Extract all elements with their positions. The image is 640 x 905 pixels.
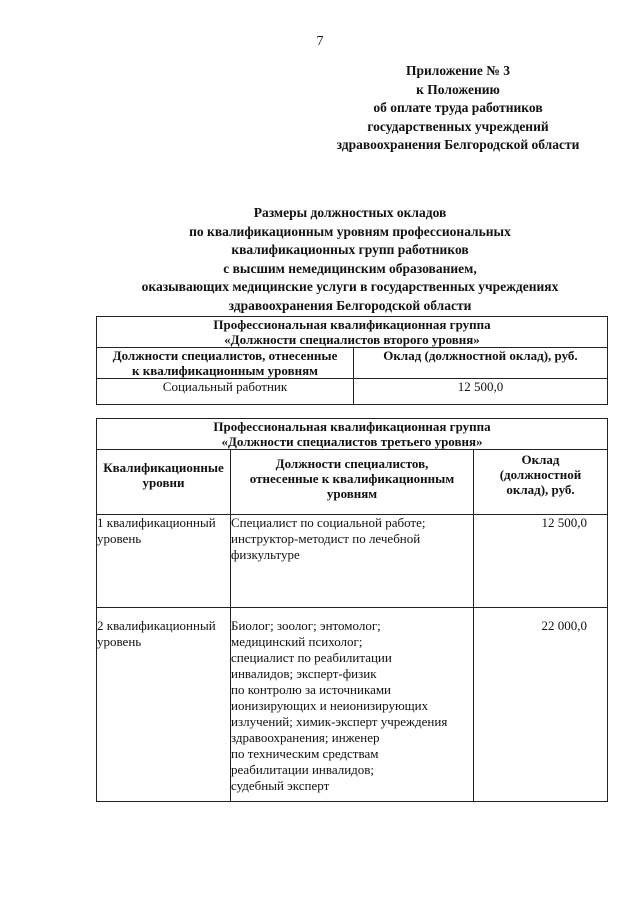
table-third-level-specialists (96, 418, 608, 802)
position-line: ионизирующих и неионизирующих (231, 698, 429, 713)
title-line: квалификационных групп работников (231, 242, 469, 257)
column-header-row (97, 348, 608, 379)
salary-cell: 12 500,0 (354, 379, 608, 405)
title-line: с высшим немедицинским образованием, (223, 260, 477, 276)
position-line: здравоохранения; инженер (231, 730, 380, 745)
column-header-row (97, 450, 608, 515)
appendix-line: здравоохранения Белгородской области (336, 137, 580, 152)
group-header-cell (97, 317, 608, 348)
level-cell (97, 515, 231, 608)
position-line: реабилитации инвалидов; (231, 762, 375, 777)
salary-cell: 12 500,0 (474, 515, 608, 608)
title-line: оказывающих медицинские услуги в государственных учреждениях (141, 279, 559, 294)
column-header-levels (97, 450, 231, 515)
group-header-row (97, 419, 608, 450)
appendix-reference (308, 62, 608, 155)
title-line: по квалификационным уровням профессиональных (189, 223, 511, 239)
column-header-positions (231, 450, 474, 515)
column-header-text: уровни (142, 475, 185, 490)
column-header-text: Должности специалистов, (275, 456, 429, 471)
page-number: 7 (316, 34, 324, 49)
salary-cell: 22 000,0 (474, 608, 608, 802)
group-title: Профессиональная квалификационная группа (213, 419, 491, 434)
column-header-positions (97, 348, 354, 379)
level-text: 2 квалификационный (97, 618, 216, 633)
column-header-text: (должностной (499, 467, 582, 482)
column-header-salary: Оклад (должностной оклад), руб. (354, 348, 608, 379)
table-row (97, 608, 608, 802)
position-line: специалист по реабилитации (231, 650, 392, 665)
title-line: Размеры должностных окладов (253, 205, 447, 220)
level-cell (97, 608, 231, 802)
document-title (100, 204, 600, 315)
table-row (97, 379, 608, 405)
level-text: 1 квалификационный (97, 515, 216, 530)
group-subtitle: «Должности специалистов второго уровня» (224, 332, 480, 347)
appendix-line: государственных учреждений (367, 118, 549, 134)
column-header-text: к квалификационным уровням (132, 363, 318, 378)
position-line: инвалидов; эксперт-физик (231, 666, 377, 681)
table-second-level-specialists (96, 316, 608, 405)
column-header-text: уровням (326, 486, 378, 501)
group-title: Профессиональная квалификационная группа (213, 317, 491, 332)
group-header-row (97, 317, 608, 348)
positions-cell (231, 515, 474, 608)
position-line: по техническим средствам (231, 746, 379, 761)
column-header-text: Оклад (521, 452, 560, 467)
column-header-salary (474, 450, 608, 515)
column-header-text: Должности специалистов, отнесенные (112, 348, 338, 363)
position-line: излучений; химик-эксперт учреждения (231, 714, 448, 729)
position-line: судебный эксперт (231, 778, 330, 793)
level-text: уровень (97, 634, 142, 649)
position-line: Специалист по социальной работе; (231, 515, 426, 530)
appendix-line: к Положению (416, 81, 500, 97)
appendix-line: Приложение № 3 (406, 63, 510, 78)
group-header-cell (97, 419, 608, 450)
position-cell: Социальный работник (97, 379, 354, 405)
positions-cell (231, 608, 474, 802)
appendix-line: об оплате труда работников (373, 100, 543, 115)
table-row (97, 515, 608, 608)
position-line: инструктор-методист по лечебной (231, 531, 421, 546)
position-line: физкультуре (231, 547, 300, 562)
level-text: уровень (97, 531, 142, 546)
group-subtitle: «Должности специалистов третьего уровня» (221, 434, 483, 449)
position-line: Биолог; зоолог; энтомолог; (231, 618, 381, 633)
column-header-text: оклад), руб. (506, 482, 575, 497)
column-header-text: отнесенные к квалификационным (249, 471, 455, 486)
title-line: здравоохранения Белгородской области (228, 297, 472, 313)
column-header-text: Квалификационные (103, 460, 224, 475)
position-line: по контролю за источниками (231, 682, 392, 697)
position-line: медицинский психолог; (231, 634, 363, 649)
